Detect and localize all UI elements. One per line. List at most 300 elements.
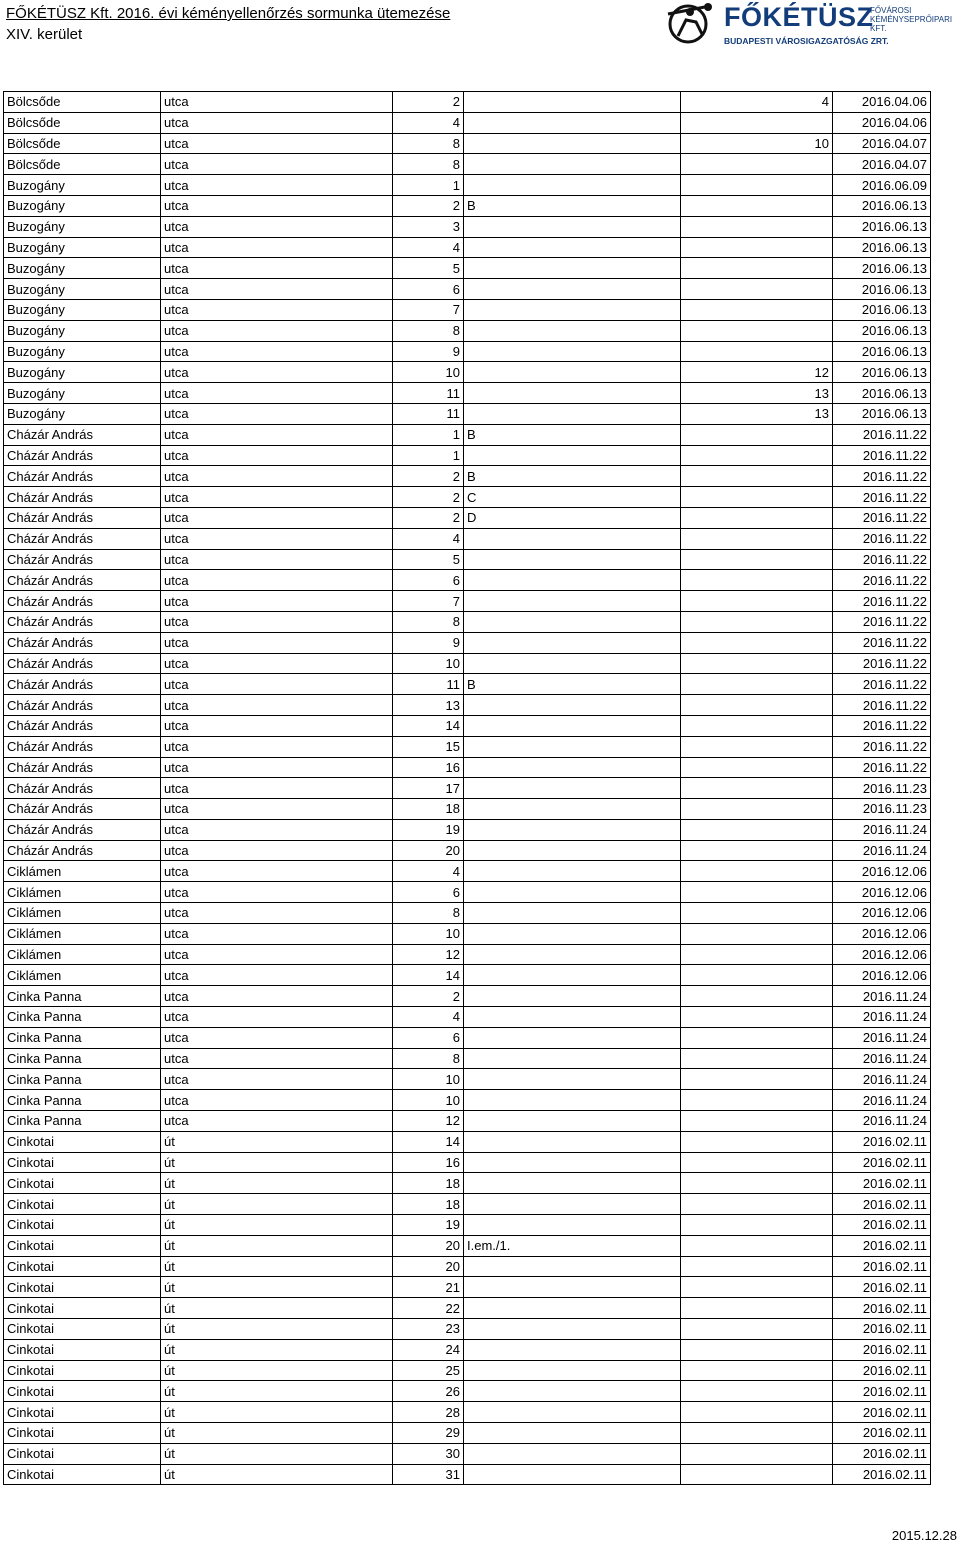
street-name-cell: Cházár András: [4, 840, 161, 861]
number-to-cell: [681, 1423, 833, 1444]
inspection-date-cell: 2016.02.11: [833, 1360, 931, 1381]
building-suffix-cell: [464, 653, 681, 674]
street-name-cell: Cházár András: [4, 778, 161, 799]
inspection-date-cell: 2016.11.22: [833, 570, 931, 591]
building-suffix-cell: [464, 1131, 681, 1152]
house-number-cell: 14: [393, 965, 464, 986]
inspection-date-cell: 2016.12.06: [833, 944, 931, 965]
inspection-date-cell: 2016.11.22: [833, 715, 931, 736]
house-number-cell: 10: [393, 653, 464, 674]
building-suffix-cell: [464, 1423, 681, 1444]
building-suffix-cell: [464, 923, 681, 944]
inspection-date-cell: 2016.11.22: [833, 695, 931, 716]
house-number-cell: 8: [393, 133, 464, 154]
house-number-cell: 8: [393, 903, 464, 924]
street-type-cell: utca: [161, 528, 393, 549]
street-name-cell: Ciklámen: [4, 903, 161, 924]
number-to-cell: 4: [681, 92, 833, 113]
number-to-cell: 12: [681, 362, 833, 383]
number-to-cell: [681, 778, 833, 799]
number-to-cell: [681, 1339, 833, 1360]
street-type-cell: utca: [161, 237, 393, 258]
inspection-date-cell: 2016.06.13: [833, 237, 931, 258]
building-suffix-cell: [464, 112, 681, 133]
number-to-cell: [681, 715, 833, 736]
document-title: FŐKÉTÜSZ Kft. 2016. évi kéményellenőrzés sormunka ütemezése: [6, 5, 451, 22]
building-suffix-cell: [464, 1048, 681, 1069]
inspection-date-cell: 2016.02.11: [833, 1423, 931, 1444]
street-name-cell: Cinkotai: [4, 1360, 161, 1381]
number-to-cell: [681, 320, 833, 341]
house-number-cell: 14: [393, 715, 464, 736]
table-row: [4, 674, 931, 695]
number-to-cell: [681, 1111, 833, 1132]
number-to-cell: 13: [681, 403, 833, 424]
street-name-cell: Cházár András: [4, 549, 161, 570]
inspection-date-cell: 2016.06.13: [833, 341, 931, 362]
building-suffix-cell: [464, 1090, 681, 1111]
inspection-date-cell: 2016.02.11: [833, 1381, 931, 1402]
table-row: [4, 611, 931, 632]
building-suffix-cell: [464, 133, 681, 154]
table-row: [4, 840, 931, 861]
table-row: [4, 861, 931, 882]
table-row: [4, 1090, 931, 1111]
street-type-cell: utca: [161, 133, 393, 154]
inspection-date-cell: 2016.11.22: [833, 424, 931, 445]
street-name-cell: Buzogány: [4, 320, 161, 341]
number-to-cell: [681, 1319, 833, 1340]
house-number-cell: 4: [393, 1007, 464, 1028]
table-row: [4, 1173, 931, 1194]
building-suffix-cell: [464, 903, 681, 924]
house-number-cell: 18: [393, 799, 464, 820]
inspection-date-cell: 2016.02.11: [833, 1235, 931, 1256]
number-to-cell: [681, 1173, 833, 1194]
street-type-cell: utca: [161, 819, 393, 840]
building-suffix-cell: [464, 1464, 681, 1485]
number-to-cell: [681, 1443, 833, 1464]
building-suffix-cell: [464, 632, 681, 653]
street-type-cell: út: [161, 1194, 393, 1215]
street-name-cell: Cinkotai: [4, 1235, 161, 1256]
table-row: [4, 279, 931, 300]
building-suffix-cell: [464, 944, 681, 965]
street-name-cell: Ciklámen: [4, 965, 161, 986]
building-suffix-cell: [464, 1152, 681, 1173]
street-type-cell: utca: [161, 1007, 393, 1028]
street-type-cell: utca: [161, 944, 393, 965]
street-name-cell: Cinkotai: [4, 1402, 161, 1423]
table-row: [4, 1464, 931, 1485]
number-to-cell: [681, 944, 833, 965]
street-type-cell: út: [161, 1381, 393, 1402]
house-number-cell: 10: [393, 1090, 464, 1111]
street-type-cell: út: [161, 1152, 393, 1173]
number-to-cell: [681, 632, 833, 653]
number-to-cell: [681, 237, 833, 258]
street-name-cell: Buzogány: [4, 383, 161, 404]
table-row: [4, 320, 931, 341]
street-type-cell: út: [161, 1319, 393, 1340]
street-type-cell: út: [161, 1423, 393, 1444]
table-row: [4, 507, 931, 528]
street-name-cell: Cinkotai: [4, 1173, 161, 1194]
table-row: [4, 445, 931, 466]
street-type-cell: utca: [161, 632, 393, 653]
street-type-cell: utca: [161, 1048, 393, 1069]
building-suffix-cell: [464, 1194, 681, 1215]
table-row: [4, 1007, 931, 1028]
inspection-date-cell: 2016.11.23: [833, 799, 931, 820]
house-number-cell: 2: [393, 986, 464, 1007]
table-row: [4, 154, 931, 175]
table-row: [4, 1131, 931, 1152]
inspection-date-cell: 2016.11.24: [833, 840, 931, 861]
building-suffix-cell: [464, 175, 681, 196]
number-to-cell: [681, 923, 833, 944]
street-type-cell: utca: [161, 861, 393, 882]
street-type-cell: utca: [161, 799, 393, 820]
inspection-date-cell: 2016.11.22: [833, 736, 931, 757]
inspection-date-cell: 2016.11.22: [833, 445, 931, 466]
inspection-date-cell: 2016.11.22: [833, 549, 931, 570]
street-name-cell: Cházár András: [4, 487, 161, 508]
table-row: [4, 1027, 931, 1048]
number-to-cell: [681, 965, 833, 986]
house-number-cell: 19: [393, 1215, 464, 1236]
inspection-date-cell: 2016.11.22: [833, 611, 931, 632]
house-number-cell: 2: [393, 92, 464, 113]
footer-date: 2015.12.28: [891, 1528, 957, 1543]
table-row: [4, 1443, 931, 1464]
inspection-date-cell: 2016.06.13: [833, 279, 931, 300]
street-type-cell: út: [161, 1173, 393, 1194]
table-row: [4, 1256, 931, 1277]
table-row: [4, 362, 931, 383]
number-to-cell: [681, 175, 833, 196]
inspection-date-cell: 2016.11.24: [833, 1048, 931, 1069]
street-name-cell: Cházár András: [4, 507, 161, 528]
building-suffix-cell: [464, 840, 681, 861]
building-suffix-cell: [464, 403, 681, 424]
building-suffix-cell: [464, 216, 681, 237]
number-to-cell: [681, 1402, 833, 1423]
street-type-cell: utca: [161, 778, 393, 799]
street-name-cell: Cinka Panna: [4, 1090, 161, 1111]
street-name-cell: Buzogány: [4, 175, 161, 196]
street-type-cell: utca: [161, 403, 393, 424]
inspection-date-cell: 2016.02.11: [833, 1194, 931, 1215]
house-number-cell: 12: [393, 1111, 464, 1132]
street-type-cell: út: [161, 1298, 393, 1319]
building-suffix-cell: B: [464, 424, 681, 445]
house-number-cell: 7: [393, 299, 464, 320]
street-type-cell: utca: [161, 320, 393, 341]
number-to-cell: [681, 1090, 833, 1111]
street-type-cell: utca: [161, 840, 393, 861]
inspection-date-cell: 2016.11.22: [833, 591, 931, 612]
street-name-cell: Cinkotai: [4, 1256, 161, 1277]
building-suffix-cell: [464, 1402, 681, 1423]
building-suffix-cell: [464, 1027, 681, 1048]
table-row: [4, 1277, 931, 1298]
building-suffix-cell: [464, 570, 681, 591]
building-suffix-cell: [464, 237, 681, 258]
inspection-date-cell: 2016.02.11: [833, 1298, 931, 1319]
street-name-cell: Cinkotai: [4, 1131, 161, 1152]
inspection-date-cell: 2016.11.22: [833, 528, 931, 549]
street-name-cell: Cházár András: [4, 424, 161, 445]
table-row: [4, 1423, 931, 1444]
number-to-cell: [681, 861, 833, 882]
building-suffix-cell: [464, 362, 681, 383]
house-number-cell: 9: [393, 341, 464, 362]
house-number-cell: 11: [393, 674, 464, 695]
inspection-date-cell: 2016.06.13: [833, 362, 931, 383]
house-number-cell: 16: [393, 1152, 464, 1173]
house-number-cell: 7: [393, 591, 464, 612]
street-type-cell: utca: [161, 986, 393, 1007]
table-row: [4, 1381, 931, 1402]
inspection-date-cell: 2016.06.13: [833, 403, 931, 424]
number-to-cell: [681, 757, 833, 778]
table-row: [4, 133, 931, 154]
table-row: [4, 570, 931, 591]
building-suffix-cell: [464, 1256, 681, 1277]
street-type-cell: utca: [161, 1111, 393, 1132]
table-row: [4, 216, 931, 237]
table-row: [4, 819, 931, 840]
street-type-cell: utca: [161, 507, 393, 528]
street-type-cell: utca: [161, 882, 393, 903]
street-type-cell: utca: [161, 591, 393, 612]
table-row: [4, 986, 931, 1007]
inspection-date-cell: 2016.06.13: [833, 299, 931, 320]
building-suffix-cell: [464, 1277, 681, 1298]
table-row: [4, 653, 931, 674]
street-type-cell: utca: [161, 1069, 393, 1090]
street-type-cell: utca: [161, 299, 393, 320]
number-to-cell: [681, 819, 833, 840]
street-name-cell: Cházár András: [4, 757, 161, 778]
street-name-cell: Buzogány: [4, 299, 161, 320]
number-to-cell: [681, 445, 833, 466]
street-name-cell: Cházár András: [4, 799, 161, 820]
number-to-cell: [681, 154, 833, 175]
table-row: [4, 528, 931, 549]
number-to-cell: [681, 424, 833, 445]
chimney-sweep-logo-icon: [664, 2, 716, 48]
table-row: [4, 487, 931, 508]
inspection-date-cell: 2016.12.06: [833, 882, 931, 903]
street-type-cell: utca: [161, 903, 393, 924]
number-to-cell: [681, 1277, 833, 1298]
street-type-cell: utca: [161, 715, 393, 736]
street-name-cell: Cházár András: [4, 819, 161, 840]
building-suffix-cell: [464, 445, 681, 466]
building-suffix-cell: [464, 154, 681, 175]
house-number-cell: 5: [393, 549, 464, 570]
inspection-date-cell: 2016.11.24: [833, 1069, 931, 1090]
street-type-cell: út: [161, 1131, 393, 1152]
table-row: [4, 112, 931, 133]
street-type-cell: utca: [161, 549, 393, 570]
street-name-cell: Cházár András: [4, 715, 161, 736]
street-name-cell: Cinkotai: [4, 1464, 161, 1485]
page-header: [0, 0, 960, 60]
street-name-cell: Cházár András: [4, 632, 161, 653]
table-row: [4, 778, 931, 799]
table-row: [4, 695, 931, 716]
number-to-cell: [681, 611, 833, 632]
building-suffix-cell: [464, 695, 681, 716]
number-to-cell: [681, 279, 833, 300]
number-to-cell: [681, 507, 833, 528]
house-number-cell: 1: [393, 445, 464, 466]
street-type-cell: út: [161, 1215, 393, 1236]
house-number-cell: 13: [393, 695, 464, 716]
house-number-cell: 10: [393, 362, 464, 383]
house-number-cell: 1: [393, 424, 464, 445]
street-type-cell: utca: [161, 653, 393, 674]
house-number-cell: 18: [393, 1173, 464, 1194]
house-number-cell: 11: [393, 403, 464, 424]
inspection-date-cell: 2016.02.11: [833, 1215, 931, 1236]
inspection-date-cell: 2016.02.11: [833, 1319, 931, 1340]
street-name-cell: Buzogány: [4, 237, 161, 258]
table-row: [4, 383, 931, 404]
street-name-cell: Cinkotai: [4, 1443, 161, 1464]
schedule-table: [3, 91, 931, 1485]
building-suffix-cell: D: [464, 507, 681, 528]
house-number-cell: 5: [393, 258, 464, 279]
table-row: [4, 258, 931, 279]
street-type-cell: út: [161, 1256, 393, 1277]
inspection-date-cell: 2016.11.22: [833, 487, 931, 508]
house-number-cell: 25: [393, 1360, 464, 1381]
house-number-cell: 4: [393, 237, 464, 258]
house-number-cell: 11: [393, 383, 464, 404]
building-suffix-cell: [464, 736, 681, 757]
house-number-cell: 4: [393, 861, 464, 882]
street-type-cell: utca: [161, 570, 393, 591]
number-to-cell: [681, 653, 833, 674]
house-number-cell: 24: [393, 1339, 464, 1360]
house-number-cell: 8: [393, 320, 464, 341]
house-number-cell: 29: [393, 1423, 464, 1444]
building-suffix-cell: [464, 341, 681, 362]
street-name-cell: Bölcsőde: [4, 92, 161, 113]
table-row: [4, 736, 931, 757]
street-name-cell: Buzogány: [4, 362, 161, 383]
building-suffix-cell: [464, 986, 681, 1007]
building-suffix-cell: [464, 92, 681, 113]
street-name-cell: Cházár András: [4, 653, 161, 674]
street-name-cell: Cinka Panna: [4, 1048, 161, 1069]
inspection-date-cell: 2016.11.22: [833, 653, 931, 674]
house-number-cell: 2: [393, 487, 464, 508]
house-number-cell: 18: [393, 1194, 464, 1215]
building-suffix-cell: [464, 1360, 681, 1381]
street-type-cell: út: [161, 1443, 393, 1464]
street-type-cell: utca: [161, 965, 393, 986]
building-suffix-cell: [464, 591, 681, 612]
table-row: [4, 237, 931, 258]
table-row: [4, 92, 931, 113]
street-type-cell: utca: [161, 1090, 393, 1111]
street-name-cell: Cházár András: [4, 736, 161, 757]
house-number-cell: 19: [393, 819, 464, 840]
number-to-cell: [681, 1048, 833, 1069]
table-row: [4, 903, 931, 924]
building-suffix-cell: [464, 1173, 681, 1194]
house-number-cell: 26: [393, 1381, 464, 1402]
inspection-date-cell: 2016.04.07: [833, 154, 931, 175]
street-name-cell: Cinka Panna: [4, 1007, 161, 1028]
house-number-cell: 14: [393, 1131, 464, 1152]
number-to-cell: [681, 695, 833, 716]
building-suffix-cell: [464, 258, 681, 279]
street-type-cell: utca: [161, 258, 393, 279]
number-to-cell: [681, 1131, 833, 1152]
street-name-cell: Cházár András: [4, 570, 161, 591]
street-name-cell: Ciklámen: [4, 882, 161, 903]
street-type-cell: utca: [161, 216, 393, 237]
number-to-cell: [681, 258, 833, 279]
table-row: [4, 944, 931, 965]
street-type-cell: utca: [161, 112, 393, 133]
street-name-cell: Cházár András: [4, 591, 161, 612]
number-to-cell: 13: [681, 383, 833, 404]
street-type-cell: utca: [161, 424, 393, 445]
number-to-cell: [681, 1027, 833, 1048]
inspection-date-cell: 2016.02.11: [833, 1277, 931, 1298]
building-suffix-cell: [464, 383, 681, 404]
street-type-cell: út: [161, 1360, 393, 1381]
house-number-cell: 6: [393, 882, 464, 903]
number-to-cell: [681, 674, 833, 695]
table-row: [4, 195, 931, 216]
building-suffix-cell: [464, 611, 681, 632]
inspection-date-cell: 2016.02.11: [833, 1152, 931, 1173]
house-number-cell: 8: [393, 1048, 464, 1069]
street-name-cell: Cinkotai: [4, 1194, 161, 1215]
street-type-cell: utca: [161, 362, 393, 383]
building-suffix-cell: [464, 1339, 681, 1360]
table-row: [4, 466, 931, 487]
street-name-cell: Buzogány: [4, 279, 161, 300]
street-name-cell: Cinka Panna: [4, 986, 161, 1007]
street-name-cell: Cinka Panna: [4, 1111, 161, 1132]
inspection-date-cell: 2016.11.24: [833, 1007, 931, 1028]
house-number-cell: 20: [393, 1256, 464, 1277]
street-type-cell: utca: [161, 195, 393, 216]
building-suffix-cell: [464, 279, 681, 300]
street-name-cell: Buzogány: [4, 403, 161, 424]
table-row: [4, 1194, 931, 1215]
number-to-cell: [681, 1007, 833, 1028]
number-to-cell: [681, 736, 833, 757]
street-name-cell: Cházár András: [4, 528, 161, 549]
inspection-date-cell: 2016.06.13: [833, 258, 931, 279]
inspection-date-cell: 2016.04.07: [833, 133, 931, 154]
number-to-cell: [681, 216, 833, 237]
number-to-cell: [681, 1256, 833, 1277]
street-name-cell: Ciklámen: [4, 944, 161, 965]
number-to-cell: [681, 1464, 833, 1485]
house-number-cell: 8: [393, 154, 464, 175]
